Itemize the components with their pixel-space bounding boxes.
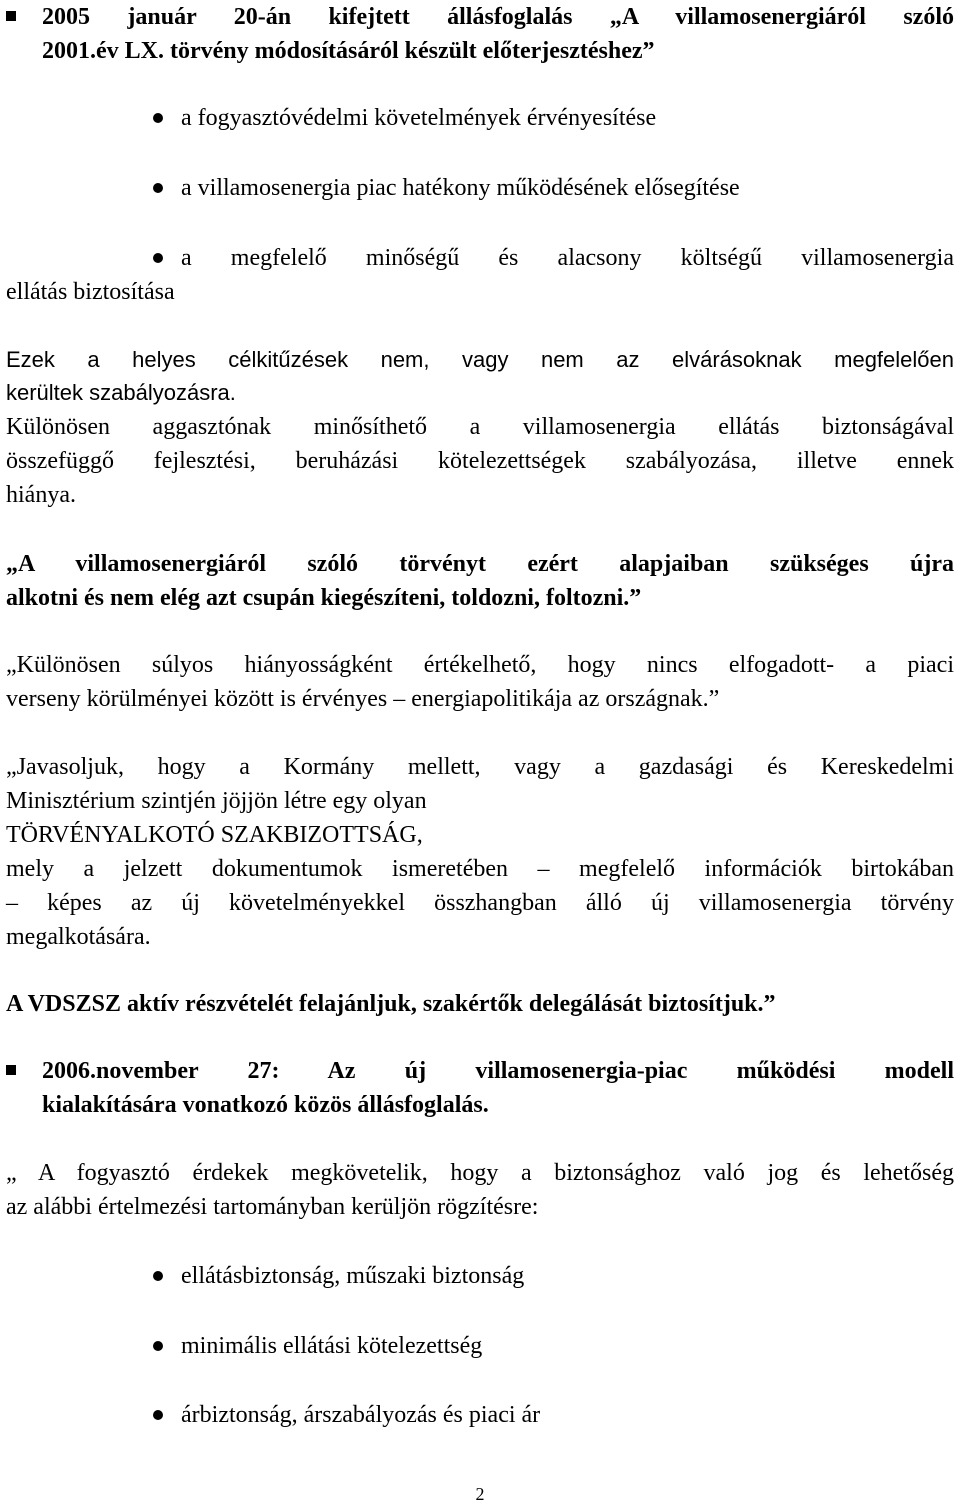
list-item-text: árbiztonság, árszabályozás és piaci ár [181, 1402, 541, 1428]
paragraph-line: „Javasoljuk, hogy a Kormány mellett, vagy a gazdasági és Kereskedelmi [6, 754, 954, 780]
list-item [153, 1398, 954, 1432]
paragraph-line: Különösen aggasztónak minősíthető a villamosenergia ellátás biztonságával [6, 414, 954, 440]
list-item-text: a villamosenergia piac hatékony működésének elősegítése [181, 175, 740, 201]
list-item-continuation: ellátás biztosítása [6, 279, 175, 305]
paragraph-line: – képes az új követelményekkel összhangban álló új villamosenergia törvény [6, 890, 954, 916]
paragraph-ezek [6, 343, 954, 409]
square-bullet-icon [6, 1065, 16, 1075]
paragraph-vdszsz: A VDSZSZ aktív részvételét felajánljuk, szakértők delegálását biztosítjuk.” [6, 991, 776, 1017]
paragraph-sulyos [6, 648, 954, 716]
list-item [153, 1329, 954, 1363]
paragraph-line: mely a jelzett dokumentumok ismeretében – megfelelő információk birtokában [6, 856, 954, 882]
bullet-dot-icon [153, 183, 163, 193]
page-number: 2 [475, 1484, 485, 1504]
heading-line: 2006.november 27: Az új villamosenergia-piac működési modell [42, 1058, 954, 1084]
paragraph-line: verseny körülményei között is érvényes – energiapolitikája az országnak.” [6, 686, 720, 712]
list-item [153, 241, 954, 275]
square-bullet-icon [6, 11, 16, 21]
paragraph-line: összefüggő fejlesztési, beruházási kötelezettségek szabályozása, illetve ennek [6, 448, 954, 474]
paragraph-line: „A villamosenergiáról szóló törvényt ezért alapjaiban szükséges újra [6, 551, 954, 577]
paragraph-line: „Különösen súlyos hiányosságként értékelhető, hogy nincs elfogadott- a piaci [6, 652, 954, 678]
paragraph-line: megalkotására. [6, 924, 151, 950]
paragraph-line: Ezek a helyes célkitűzések nem, vagy nem az elvárásoknak megfelelően [6, 347, 954, 372]
paragraph-fogyaszto [6, 1156, 954, 1224]
heading-line: 2001.év LX. törvény módosításáról készült előterjesztéshez” [42, 38, 655, 64]
bullet-dot-icon [153, 1271, 163, 1281]
heading-line: kialakítására vonatkozó közös állásfoglalás. [42, 1092, 489, 1118]
section-heading-2006 [6, 1054, 954, 1122]
paragraph-line: alkotni és nem elég azt csupán kiegészíteni, toldozni, foltozni.” [6, 585, 642, 611]
bullet-dot-icon [153, 113, 163, 123]
list-item-text: a fogyasztóvédelmi követelmények érvényesítése [181, 105, 657, 131]
bullet-dot-icon [153, 253, 163, 263]
list-item-text: minimális ellátási kötelezettség [181, 1333, 483, 1359]
paragraph-kulonosen [6, 410, 954, 512]
list-item [153, 101, 954, 135]
paragraph-bold-quote [6, 547, 954, 615]
paragraph-line: „ A fogyasztó érdekek megkövetelik, hogy a biztonsághoz való jog és lehetőség [6, 1160, 954, 1186]
paragraph-javasoljuk [6, 750, 954, 954]
bullet-dot-icon [153, 1410, 163, 1420]
list-item [153, 171, 954, 205]
section-heading-2005 [6, 0, 954, 68]
paragraph-line: Minisztérium szintjén jöjjön létre egy olyan [6, 788, 427, 814]
paragraph-line: az alábbi értelmezési tartományban kerüljön rögzítésre: [6, 1194, 539, 1220]
bullet-dot-icon [153, 1341, 163, 1351]
heading-line: 2005 január 20-án kifejtett állásfoglalás „A villamosenergiáról szóló [42, 4, 954, 30]
paragraph-line: hiánya. [6, 482, 76, 508]
paragraph-line: kerültek szabályozásra. [6, 380, 236, 405]
list-item-text: ellátásbiztonság, műszaki biztonság [181, 1263, 525, 1289]
list-item [153, 1259, 954, 1293]
list-item-text: a megfelelő minőségű és alacsony költségű villamosenergia [181, 245, 954, 271]
paragraph-line: TÖRVÉNYALKOTÓ SZAKBIZOTTSÁG, [6, 822, 423, 848]
